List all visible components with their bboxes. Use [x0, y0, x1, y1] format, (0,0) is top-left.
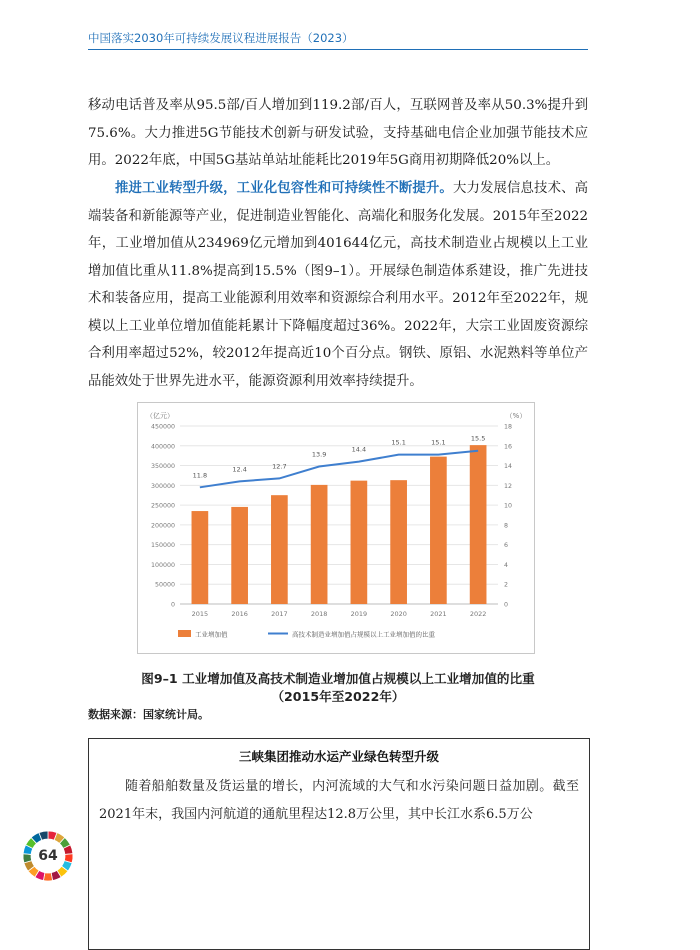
page-number: 64: [38, 848, 58, 864]
page-header: 中国落实2030年可持续发展议程进展报告（2023）: [88, 30, 588, 50]
x-tick-label: 2018: [310, 610, 328, 618]
legend-label-bar: 工业增加值: [195, 630, 228, 639]
case-box-title: 三峡集团推动水运产业绿色转型升级: [238, 749, 439, 764]
data-label: 13.9: [311, 450, 327, 459]
data-label: 12.4: [232, 465, 247, 474]
y-right-tick-label: 18: [504, 423, 513, 431]
bar: [390, 480, 407, 604]
y-right-tick-label: 8: [504, 522, 509, 530]
y-left-tick-label: 50000: [154, 581, 175, 589]
data-source: 数据来源：国家统计局。: [88, 708, 209, 721]
x-tick-label: 2019: [350, 610, 368, 618]
y-left-tick-label: 400000: [150, 443, 175, 451]
bar: [351, 481, 368, 604]
y-left-tick-label: 150000: [150, 542, 175, 550]
data-label: 15.1: [431, 438, 446, 447]
y-left-tick-label: 250000: [150, 502, 175, 510]
x-tick-label: 2021: [430, 610, 447, 618]
figure-chart: [137, 402, 535, 654]
bar: [192, 511, 209, 604]
case-box-text: 随着船舶数量及货运量的增长，内河流域的大气和水污染问题日益加剧。截至2021年末，我国内河航道的通航里程达12.8万公里，其中长江水系6.5万公: [99, 779, 579, 822]
y-left-tick-label: 450000: [150, 423, 175, 431]
y-left-tick-label: 350000: [150, 463, 175, 471]
bar: [470, 445, 487, 604]
x-tick-label: 2015: [191, 610, 209, 618]
paragraph-telecom: 移动电话普及率从95.5部/百人增加到119.2部/百人，互联网普及率从50.3%提升到75.6%。大力推进5G节能技术创新与研发试验，支持基础电信企业加强节能技术应用。2022年底，中国5G基站单站址能耗比2019年5G商用初期降低20%以上。: [88, 98, 588, 168]
y-right-tick-label: 0: [504, 601, 509, 609]
legend-swatch-bar: [178, 630, 191, 637]
y-left-tick-label: 300000: [150, 482, 175, 490]
bar: [311, 485, 328, 604]
x-tick-label: 2020: [390, 610, 407, 618]
y-left-unit: （亿元）: [146, 412, 174, 420]
paragraph-industry: [88, 175, 588, 395]
y-right-unit: （%）: [505, 412, 527, 420]
legend-label-line: 高技术制造业增加值占规模以上工业增加值的比重: [292, 630, 435, 639]
bar: [231, 507, 248, 604]
figure-caption: 图9–1 工业增加值及高技术制造业增加值占规模以上工业增加值的比重: [141, 671, 535, 686]
y-right-tick-label: 10: [504, 502, 513, 510]
x-tick-label: 2016: [231, 610, 248, 618]
y-left-tick-label: 200000: [150, 522, 175, 530]
sdg-wheel-badge: [22, 830, 74, 882]
y-right-tick-label: 16: [504, 443, 513, 451]
bar: [430, 457, 447, 604]
data-label: 15.1: [391, 438, 406, 447]
combo-chart: [138, 403, 534, 653]
case-box: [88, 738, 590, 950]
paragraph-lead: 推进工业转型升级，工业化包容性和可持续性不断提升。: [115, 181, 453, 196]
y-left-tick-label: 0: [170, 601, 175, 609]
data-label: 14.4: [351, 445, 367, 454]
figure-caption-years: （2015年至2022年）: [271, 689, 405, 704]
x-tick-label: 2022: [469, 610, 487, 618]
y-right-tick-label: 14: [504, 463, 513, 471]
y-left-tick-label: 100000: [150, 561, 175, 569]
y-right-tick-label: 12: [504, 482, 513, 490]
bar: [271, 495, 288, 604]
data-label: 12.7: [272, 462, 287, 471]
paragraph-body: 大力发展信息技术、高端装备和新能源等产业，促进制造业智能化、高端化和服务化发展。2015年至2022年，工业增加值从234969亿元增加到401644亿元，高技术制造业占规模以上工业增加值比重从11.8%提高到15.5%（图9–1）。开展绿色制造体系建设，推广先进技术和装备应用，提高工业能源利用效率和资源综合利用水平。2012年至2022年，规模以上工业单位增加值能耗累计下降幅度超过36%。2022年，大宗工业固废资源综合利用率超过52%，较2012年提高近10个百分点。钢铁、原铝、水泥熟料等单位产品能效处于世界先进水平，能源资源利用效率持续提升。: [88, 181, 589, 389]
y-right-tick-label: 2: [504, 581, 509, 589]
y-right-tick-label: 6: [504, 542, 509, 550]
y-right-tick-label: 4: [504, 561, 509, 569]
data-label: 11.8: [192, 471, 208, 480]
x-tick-label: 2017: [271, 610, 288, 618]
data-label: 15.5: [470, 434, 486, 443]
